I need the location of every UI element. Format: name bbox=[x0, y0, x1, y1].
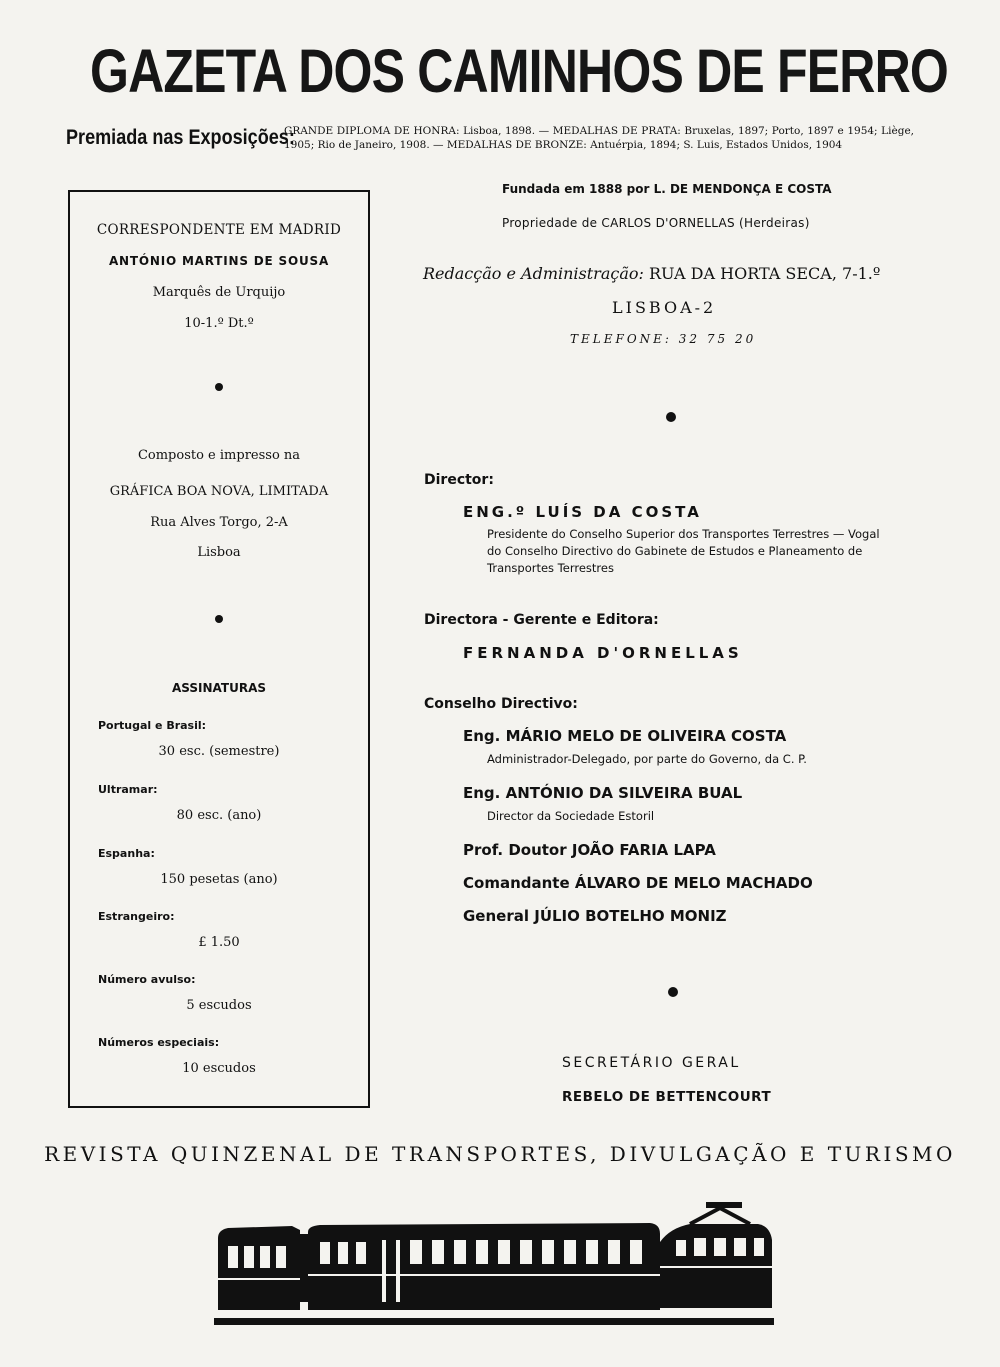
council-role: Director da Sociedade Estoril bbox=[487, 809, 655, 823]
sub-label: Portugal e Brasil: bbox=[98, 719, 207, 732]
council-member: Eng. MÁRIO MELO DE OLIVEIRA COSTA bbox=[463, 727, 787, 745]
separator-dot bbox=[215, 383, 223, 391]
correspondent-title: CORRESPONDENTE EM MADRID bbox=[96, 222, 342, 238]
directora-name: FERNANDA D'ORNELLAS bbox=[463, 644, 743, 662]
printer-city: Lisboa bbox=[197, 545, 241, 560]
info-box bbox=[68, 190, 370, 1108]
admin-address: RUA DA HORTA SECA, 7-1.º bbox=[648, 264, 881, 283]
separator-dot bbox=[215, 615, 223, 623]
council-role: Administrador-Delegado, por parte do Governo, da C. P. bbox=[487, 752, 807, 766]
secretary-name: REBELO DE BETTENCOURT bbox=[562, 1089, 772, 1105]
director-label: Director: bbox=[424, 472, 494, 488]
director-name: ENG.º LUÍS DA COSTA bbox=[463, 503, 702, 521]
sub-value: 80 esc. (ano) bbox=[176, 808, 262, 823]
sub-value: 30 esc. (semestre) bbox=[158, 744, 280, 759]
awards-label: Premiada nas Exposições: bbox=[66, 126, 295, 149]
train-illustration bbox=[210, 1190, 782, 1330]
phone-line: TELEFONE: 32 75 20 bbox=[570, 332, 757, 346]
founded-line: Fundada em 1888 por L. DE MENDONÇA E COSTA bbox=[502, 182, 832, 196]
directora-label: Directora - Gerente e Editora: bbox=[424, 612, 659, 628]
correspondent-floor: 10-1.º Dt.º bbox=[184, 316, 254, 331]
director-desc: do Conselho Directivo do Gabinete de Estudos e Planeamento de bbox=[487, 544, 863, 558]
admin-line bbox=[423, 264, 880, 283]
printer-street: Rua Alves Torgo, 2-A bbox=[150, 515, 288, 530]
council-label: Conselho Directivo: bbox=[424, 696, 578, 712]
council-member: Comandante ÁLVARO DE MELO MACHADO bbox=[463, 874, 813, 892]
correspondent-name: ANTÓNIO MARTINS DE SOUSA bbox=[108, 254, 330, 268]
printer-intro: Composto e impresso na bbox=[137, 448, 301, 463]
awards-text: GRANDE DIPLOMA DE HONRA: Lisboa, 1898. — MEDALHAS DE PRATA: Bruxelas, 1897; Porto, 1897 e 1954; Liège, 1905; Rio de Janeiro, 1908. — MEDALHAS DE BRONZE: Antuérpia, 1894; S. Luis, Estados Unidos, 1904 bbox=[284, 125, 914, 151]
sub-value: 10 escudos bbox=[182, 1061, 256, 1076]
property-line: Propriedade de CARLOS D'ORNELLAS (Herdeiras) bbox=[502, 216, 810, 230]
council-member: Prof. Doutor JOÃO FARIA LAPA bbox=[463, 841, 716, 859]
council-member: General JÚLIO BOTELHO MONIZ bbox=[463, 907, 727, 925]
director-desc: Presidente do Conselho Superior dos Transportes Terrestres — Vogal bbox=[487, 527, 880, 541]
sub-value: £ 1.50 bbox=[198, 935, 240, 950]
correspondent-street: Marquês de Urquijo bbox=[152, 285, 286, 300]
sub-label: Estrangeiro: bbox=[98, 910, 175, 923]
printer-name: GRÁFICA BOA NOVA, LIMITADA bbox=[109, 484, 329, 499]
sub-label: Números especiais: bbox=[98, 1036, 220, 1049]
sub-value: 150 pesetas (ano) bbox=[160, 872, 278, 887]
subscriptions-title: ASSINATURAS bbox=[172, 681, 266, 695]
sub-label: Ultramar: bbox=[98, 783, 158, 796]
sub-label: Espanha: bbox=[98, 847, 155, 860]
sub-label: Número avulso: bbox=[98, 973, 196, 986]
separator-dot bbox=[666, 412, 676, 422]
council-member: Eng. ANTÓNIO DA SILVEIRA BUAL bbox=[463, 784, 743, 802]
director-desc: Transportes Terrestres bbox=[487, 561, 614, 575]
sub-value: 5 escudos bbox=[186, 998, 252, 1013]
city-line: LISBOA-2 bbox=[612, 298, 717, 317]
admin-label: Redacção e Administração: bbox=[423, 264, 644, 283]
tagline: REVISTA QUINZENAL DE TRANSPORTES, DIVULGAÇÃO E TURISMO bbox=[44, 1142, 956, 1166]
separator-dot bbox=[668, 987, 678, 997]
secretary-title: SECRETÁRIO GERAL bbox=[562, 1055, 741, 1071]
masthead-title: GAZETA DOS CAMINHOS DE FERRO bbox=[90, 37, 948, 105]
